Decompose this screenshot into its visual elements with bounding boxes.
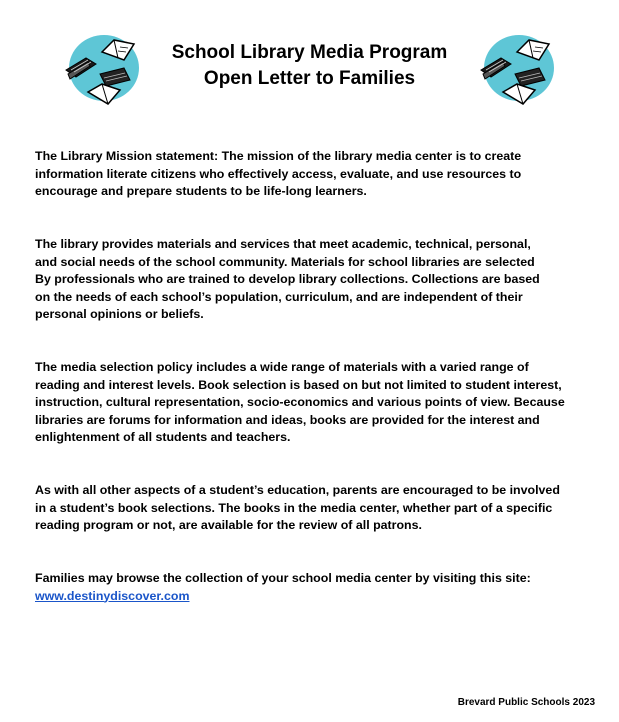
text-line: enlightenment of all students and teachers. bbox=[35, 430, 291, 444]
services-paragraph bbox=[35, 236, 595, 324]
selection-paragraph bbox=[35, 359, 595, 447]
text-line: The media selection policy includes a wide range of materials with a varied range of bbox=[35, 360, 529, 374]
text-line: By professionals who are trained to develop library collections. Collections are based bbox=[35, 272, 540, 286]
text-line: personal opinions or beliefs. bbox=[35, 307, 204, 321]
books-icon bbox=[477, 30, 561, 110]
text-line: reading program or not, are available for the review of all patrons. bbox=[35, 518, 422, 532]
books-icon bbox=[62, 30, 146, 110]
text-line: As with all other aspects of a student’s education, parents are encouraged to be involved bbox=[35, 483, 560, 497]
text-line: The library provides materials and services that meet academic, technical, personal, bbox=[35, 237, 531, 251]
text-line: encourage and prepare students to be life-long learners. bbox=[35, 184, 367, 198]
footer-text: Brevard Public Schools 2023 bbox=[457, 697, 595, 708]
title-line-1: School Library Media Program bbox=[171, 42, 448, 63]
page-title bbox=[140, 40, 479, 92]
text-line: information literate citizens who effectively access, evaluate, and use resources to bbox=[35, 166, 522, 181]
destiny-discover-link[interactable]: www.destinydiscover.com bbox=[35, 588, 190, 603]
parents-paragraph bbox=[35, 482, 595, 535]
title-line-2: Open Letter to Families bbox=[203, 68, 416, 89]
text-line: The Library Mission statement: The mission of the library media center is to create bbox=[35, 149, 522, 163]
text-line: libraries are forums for information and ideas, books are provided for the interest and bbox=[35, 412, 540, 427]
text-line: instruction, cultural representation, socio-economics and various points of view. Because bbox=[35, 395, 565, 409]
mission-paragraph bbox=[35, 148, 595, 201]
text-line: on the needs of each school’s population, curriculum, and are independent of their bbox=[35, 289, 523, 304]
browse-paragraph bbox=[35, 570, 595, 605]
letter-header bbox=[0, 30, 619, 110]
text-line: in a student’s book selections. The books in the media center, whether part of a specific bbox=[35, 500, 553, 515]
text-line: Families may browse the collection of your school media center by visiting this site: bbox=[35, 571, 531, 585]
text-line: reading and interest levels. Book selection is based on but not limited to student interest, bbox=[35, 377, 562, 392]
text-line: and social needs of the school community. Materials for school libraries are selected bbox=[35, 254, 535, 269]
